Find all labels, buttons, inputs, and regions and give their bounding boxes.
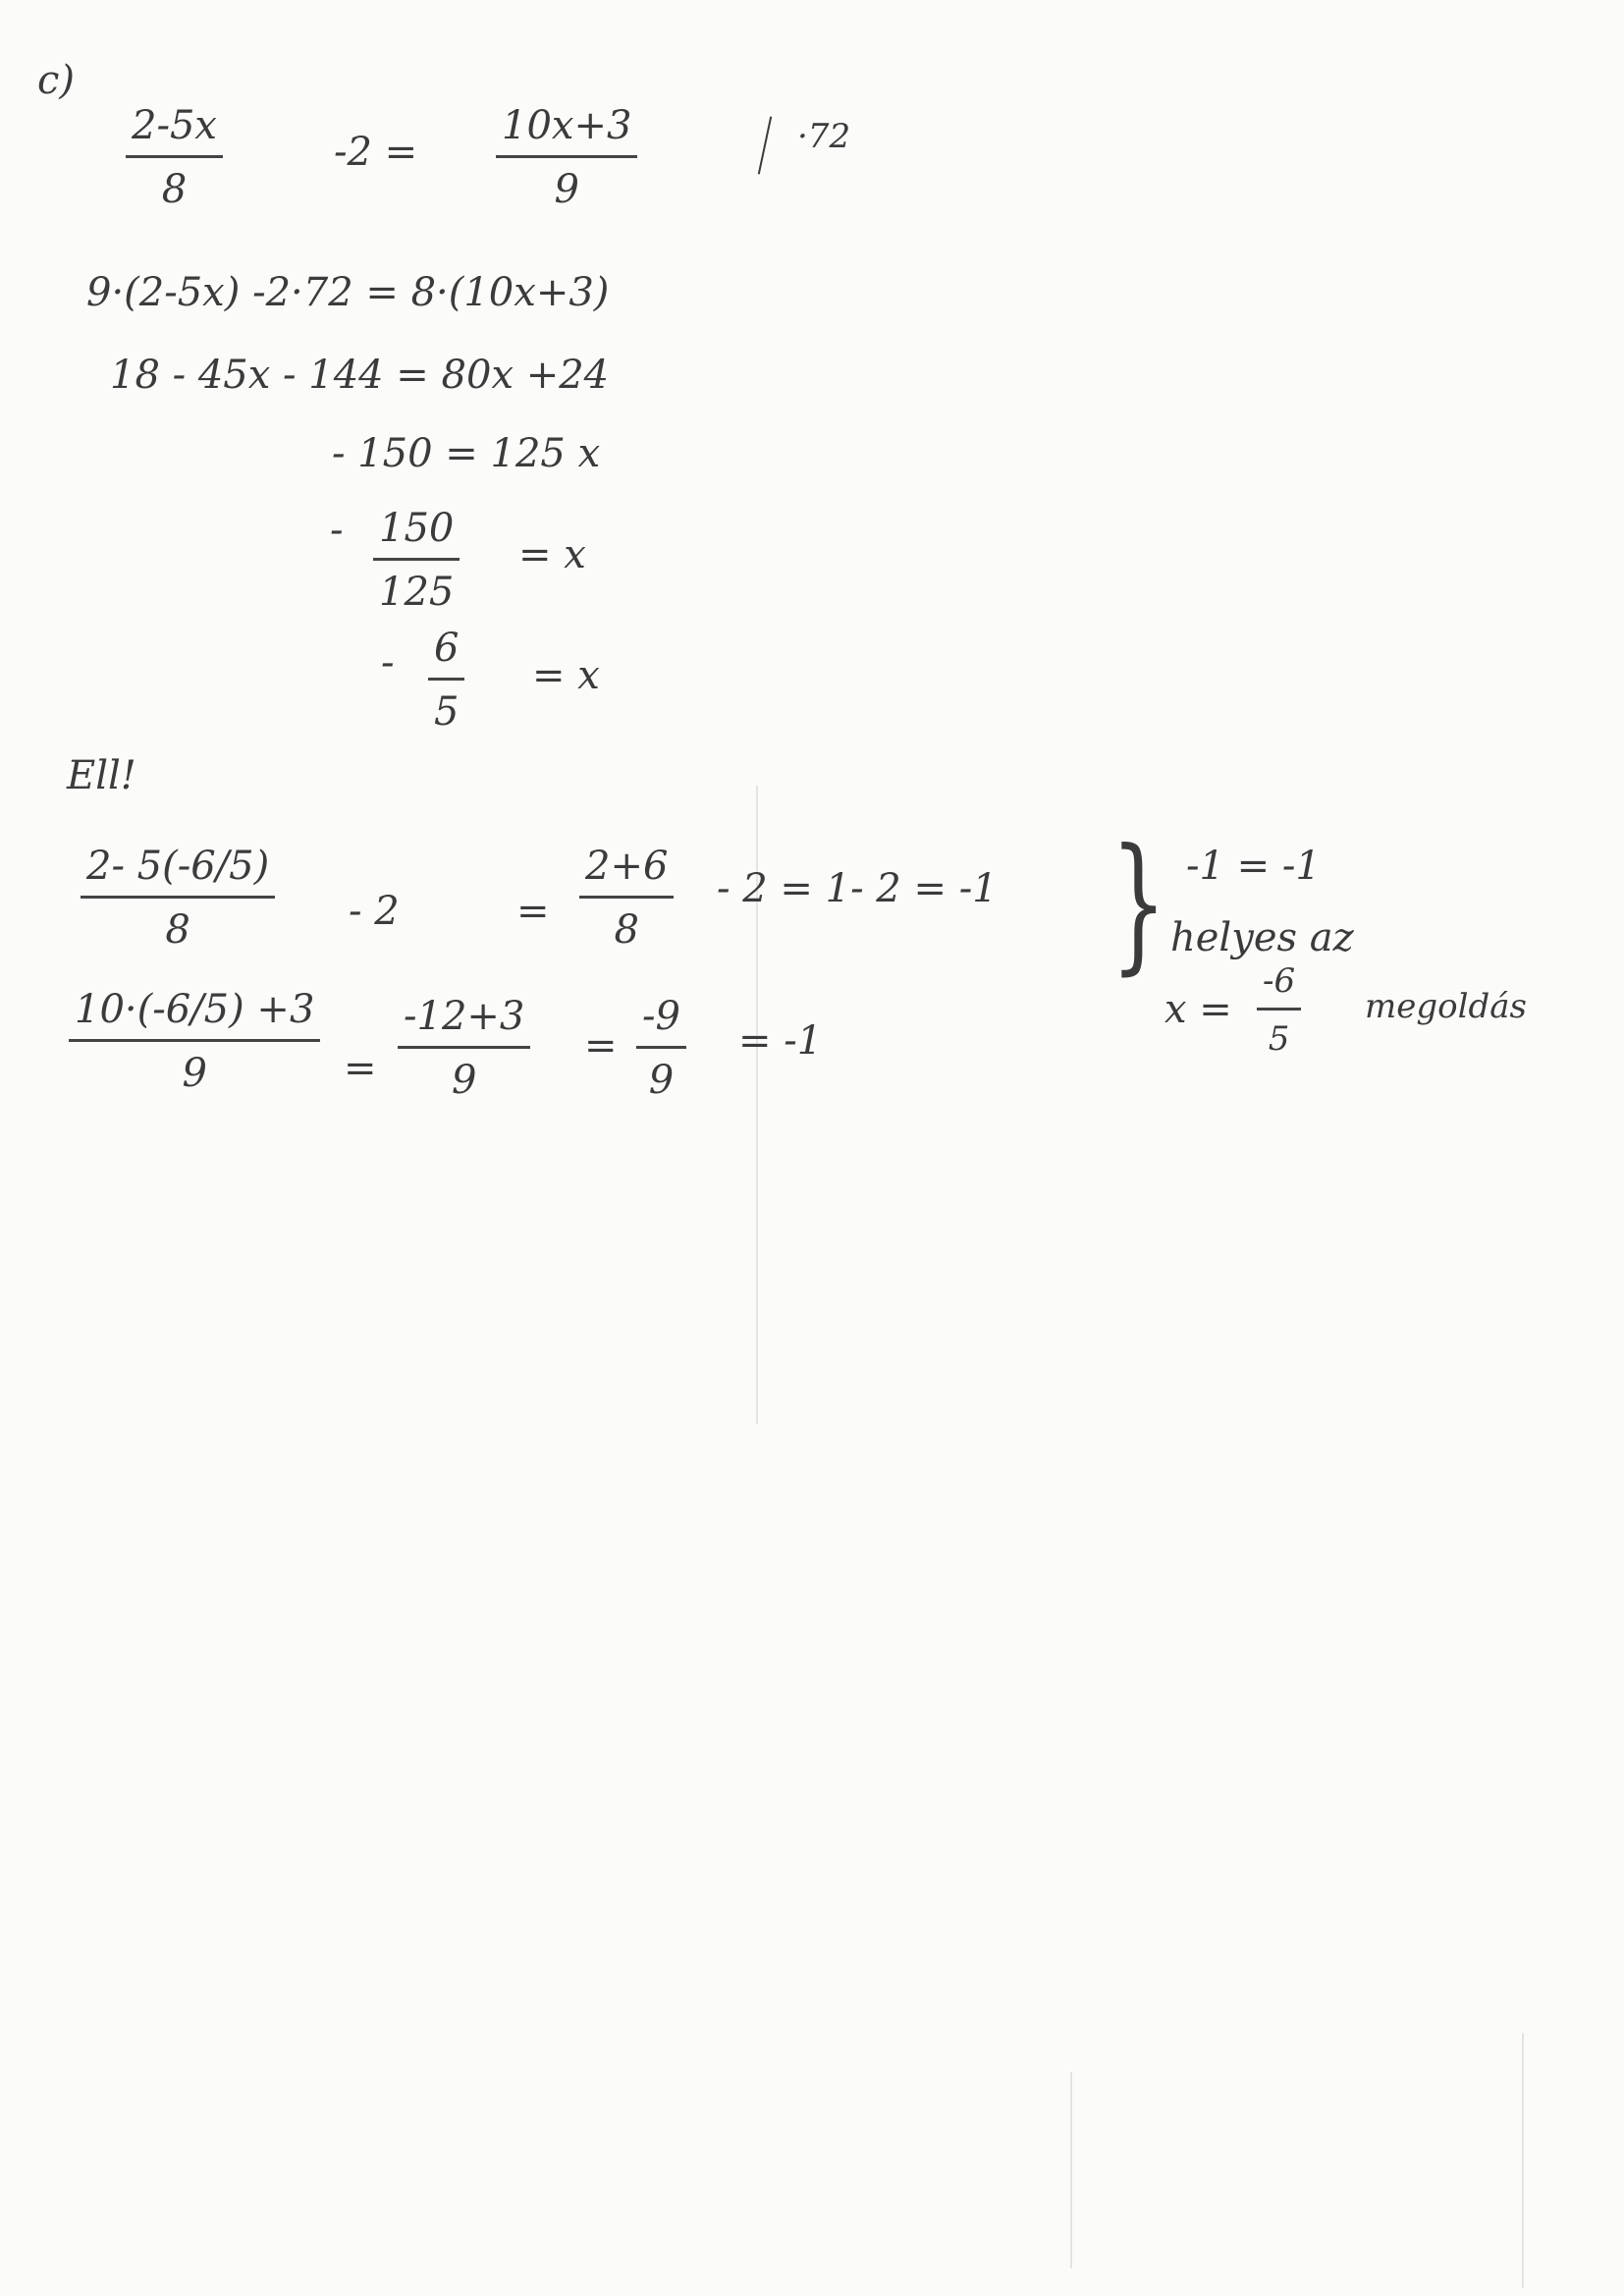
step-fraction-2-denominator: 5: [434, 689, 460, 735]
step-fraction-2-rhs: = x: [532, 653, 600, 698]
step-fraction-2-sign: -: [381, 640, 395, 685]
step-fraction-1-denominator: 125: [379, 570, 455, 615]
check-2-mid2-fraction: [636, 994, 686, 1103]
step-line-3: - 150 = 125 x: [332, 431, 601, 476]
scan-mark: [1522, 2033, 1524, 2288]
equation-minus-two: -2 =: [334, 130, 418, 175]
conclusion-fraction-denominator: 5: [1268, 1019, 1290, 1059]
equation-multiplier: ·72: [797, 117, 851, 156]
conclusion-line-2: helyes az: [1170, 915, 1354, 960]
conclusion-fraction: [1257, 961, 1301, 1059]
step-fraction-2: [428, 626, 464, 735]
check-2-left-denominator: 9: [182, 1051, 207, 1096]
conclusion-x-prefix: x =: [1164, 987, 1232, 1032]
check-heading: Ell!: [67, 753, 136, 798]
equation-right-numerator: 10x+3: [496, 106, 637, 158]
check-2-left-fraction: [69, 987, 320, 1096]
check-2-equals-1: =: [344, 1046, 377, 1091]
conclusion-fraction-numerator: -6: [1257, 964, 1301, 1011]
check-1-mid-denominator: 8: [614, 907, 639, 953]
equation-left-numerator: 2-5x: [126, 106, 223, 158]
check-1-rest: - 2 = 1- 2 = -1: [717, 866, 998, 911]
right-brace: }: [1110, 818, 1167, 989]
scan-mark: [1070, 2072, 1072, 2269]
check-1-left-denominator: 8: [165, 907, 190, 953]
check-1-mid-numerator: 2+6: [579, 847, 674, 899]
equation-left-fraction: [126, 103, 223, 212]
conclusion-suffix: megoldás: [1365, 987, 1527, 1026]
equation-right-fraction: [496, 103, 637, 212]
equation-right-denominator: 9: [554, 167, 579, 212]
step-fraction-1-numerator: 150: [373, 509, 460, 561]
multiplier-bar: [758, 116, 772, 174]
check-2-mid-denominator: 9: [451, 1058, 477, 1103]
part-label: c): [37, 58, 76, 103]
check-1-minus-two: - 2: [349, 889, 400, 934]
step-line-1: 9·(2-5x) -2·72 = 8·(10x+3): [86, 270, 610, 315]
check-2-mid2-numerator: -9: [636, 997, 686, 1049]
check-2-mid-numerator: -12+3: [398, 997, 530, 1049]
step-fraction-1: [373, 506, 460, 615]
equation-left-denominator: 8: [161, 167, 188, 212]
check-2-mid-fraction: [398, 994, 530, 1103]
check-1-equals: =: [516, 889, 550, 934]
check-2-left-numerator: 10·(-6/5) +3: [69, 990, 320, 1042]
check-1-mid-fraction: [579, 844, 674, 953]
check-2-mid2-denominator: 9: [648, 1058, 675, 1103]
check-1-left-numerator: 2- 5(-6/5): [81, 847, 275, 899]
conclusion-line-1: -1 = -1: [1186, 844, 1321, 889]
check-2-rest: = -1: [738, 1018, 823, 1064]
step-fraction-1-sign: -: [330, 508, 344, 553]
check-2-equals-2: =: [584, 1023, 618, 1068]
step-fraction-1-rhs: = x: [518, 532, 586, 577]
step-fraction-2-numerator: 6: [428, 629, 464, 681]
check-1-left-fraction: [81, 844, 275, 953]
step-line-2: 18 - 45x - 144 = 80x +24: [110, 353, 610, 398]
